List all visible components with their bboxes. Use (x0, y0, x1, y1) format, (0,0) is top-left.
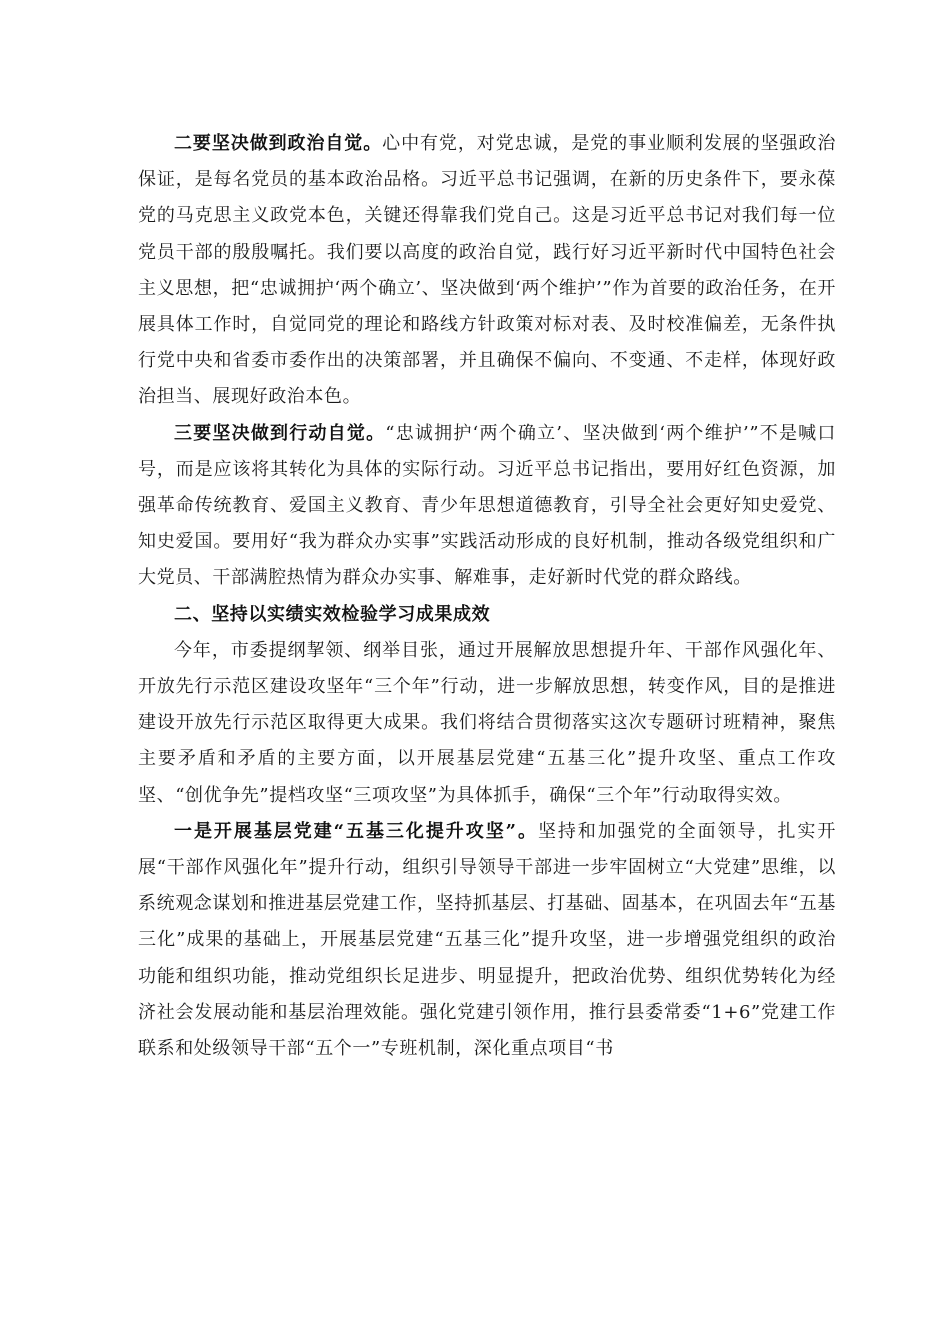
paragraph-text: “忠诚拥护‘两个确立’、坚决做到‘两个维护’”不是喊口号，而是应该将其转化为具体的实际行动。习近平总书记指出，要用好红色资源，加强革命传统教育、爱国主义教育、青少年思想道德教育，引导全社会更好知史爱党、知史爱国。要用好“我为群众办实事”实践活动形成的良好机制，推动各级党组织和广大党员、干部满腔热情为群众办实事、解难事，走好新时代党的群众路线。 (138, 422, 836, 589)
paragraph-lead: 二要坚决做到政治自觉。 (174, 133, 383, 154)
document-body (138, 126, 836, 1067)
paragraph-lead: 三要坚决做到行动自觉。 (174, 422, 386, 444)
section-heading: 二、坚持以实绩实效检验学习成果成效 (174, 603, 491, 625)
paragraph-party-building (138, 814, 836, 1067)
paragraph-political-consciousness (138, 126, 836, 416)
paragraph-three-years (138, 633, 836, 814)
paragraph-action-consciousness (138, 416, 836, 597)
paragraph-text: 坚持和加强党的全面领导，扎实开展“干部作风强化年”提升行动，组织引导领导干部进一步牢固树立“大党建”思维，以系统观念谋划和推进基层党建工作，坚持抓基层、打基础、固基本，在巩固去年“五基三化”成果的基础上，开展基层党建“五基三化”提升攻坚，进一步增强党组织的政治功能和组织功能，推动党组织长足进步、明显提升，把政治优势、组织优势转化为经济社会发展动能和基层治理效能。强化党建引领作用，推行县委常委“1+6”党建工作联系和处级领导干部“五个一”专班机制，深化重点项目“书 (138, 820, 836, 1060)
paragraph-lead: 一是开展基层党建“五基三化提升攻坚”。 (174, 820, 538, 842)
paragraph-text: 心中有党，对党忠诚，是党的事业顺利发展的坚强政治保证，是每名党员的基本政治品格。习近平总书记强调，在新的历史条件下，要永葆党的马克思主义政党本色，关键还得靠我们党自己。这是习近平总书记对我们每一位党员干部的殷殷嘱托。我们要以高度的政治自觉，践行好习近平新时代中国特色社会主义思想，把“忠诚拥护‘两个确立’、坚决做到‘两个维护’”作为首要的政治任务，在开展具体工作时，自觉同党的理论和路线方针政策对标对表、及时校准偏差，无条件执行党中央和省委市委作出的决策部署，并且确保不偏向、不变通、不走样，体现好政治担当、展现好政治本色。 (138, 133, 836, 408)
paragraph-text: 今年，市委提纲挈领、纲举目张，通过开展解放思想提升年、干部作风强化年、开放先行示范区建设攻坚年“三个年”行动，进一步解放思想，转变作风，目的是推进建设开放先行示范区取得更大成果。我们将结合贯彻落实这次专题研讨班精神，聚焦主要矛盾和矛盾的主要方面，以开展基层党建“五基三化”提升攻坚、重点工作攻坚、“创优争先”提档攻坚“三项攻坚”为具体抓手，确保“三个年”行动取得实效。 (138, 639, 836, 806)
